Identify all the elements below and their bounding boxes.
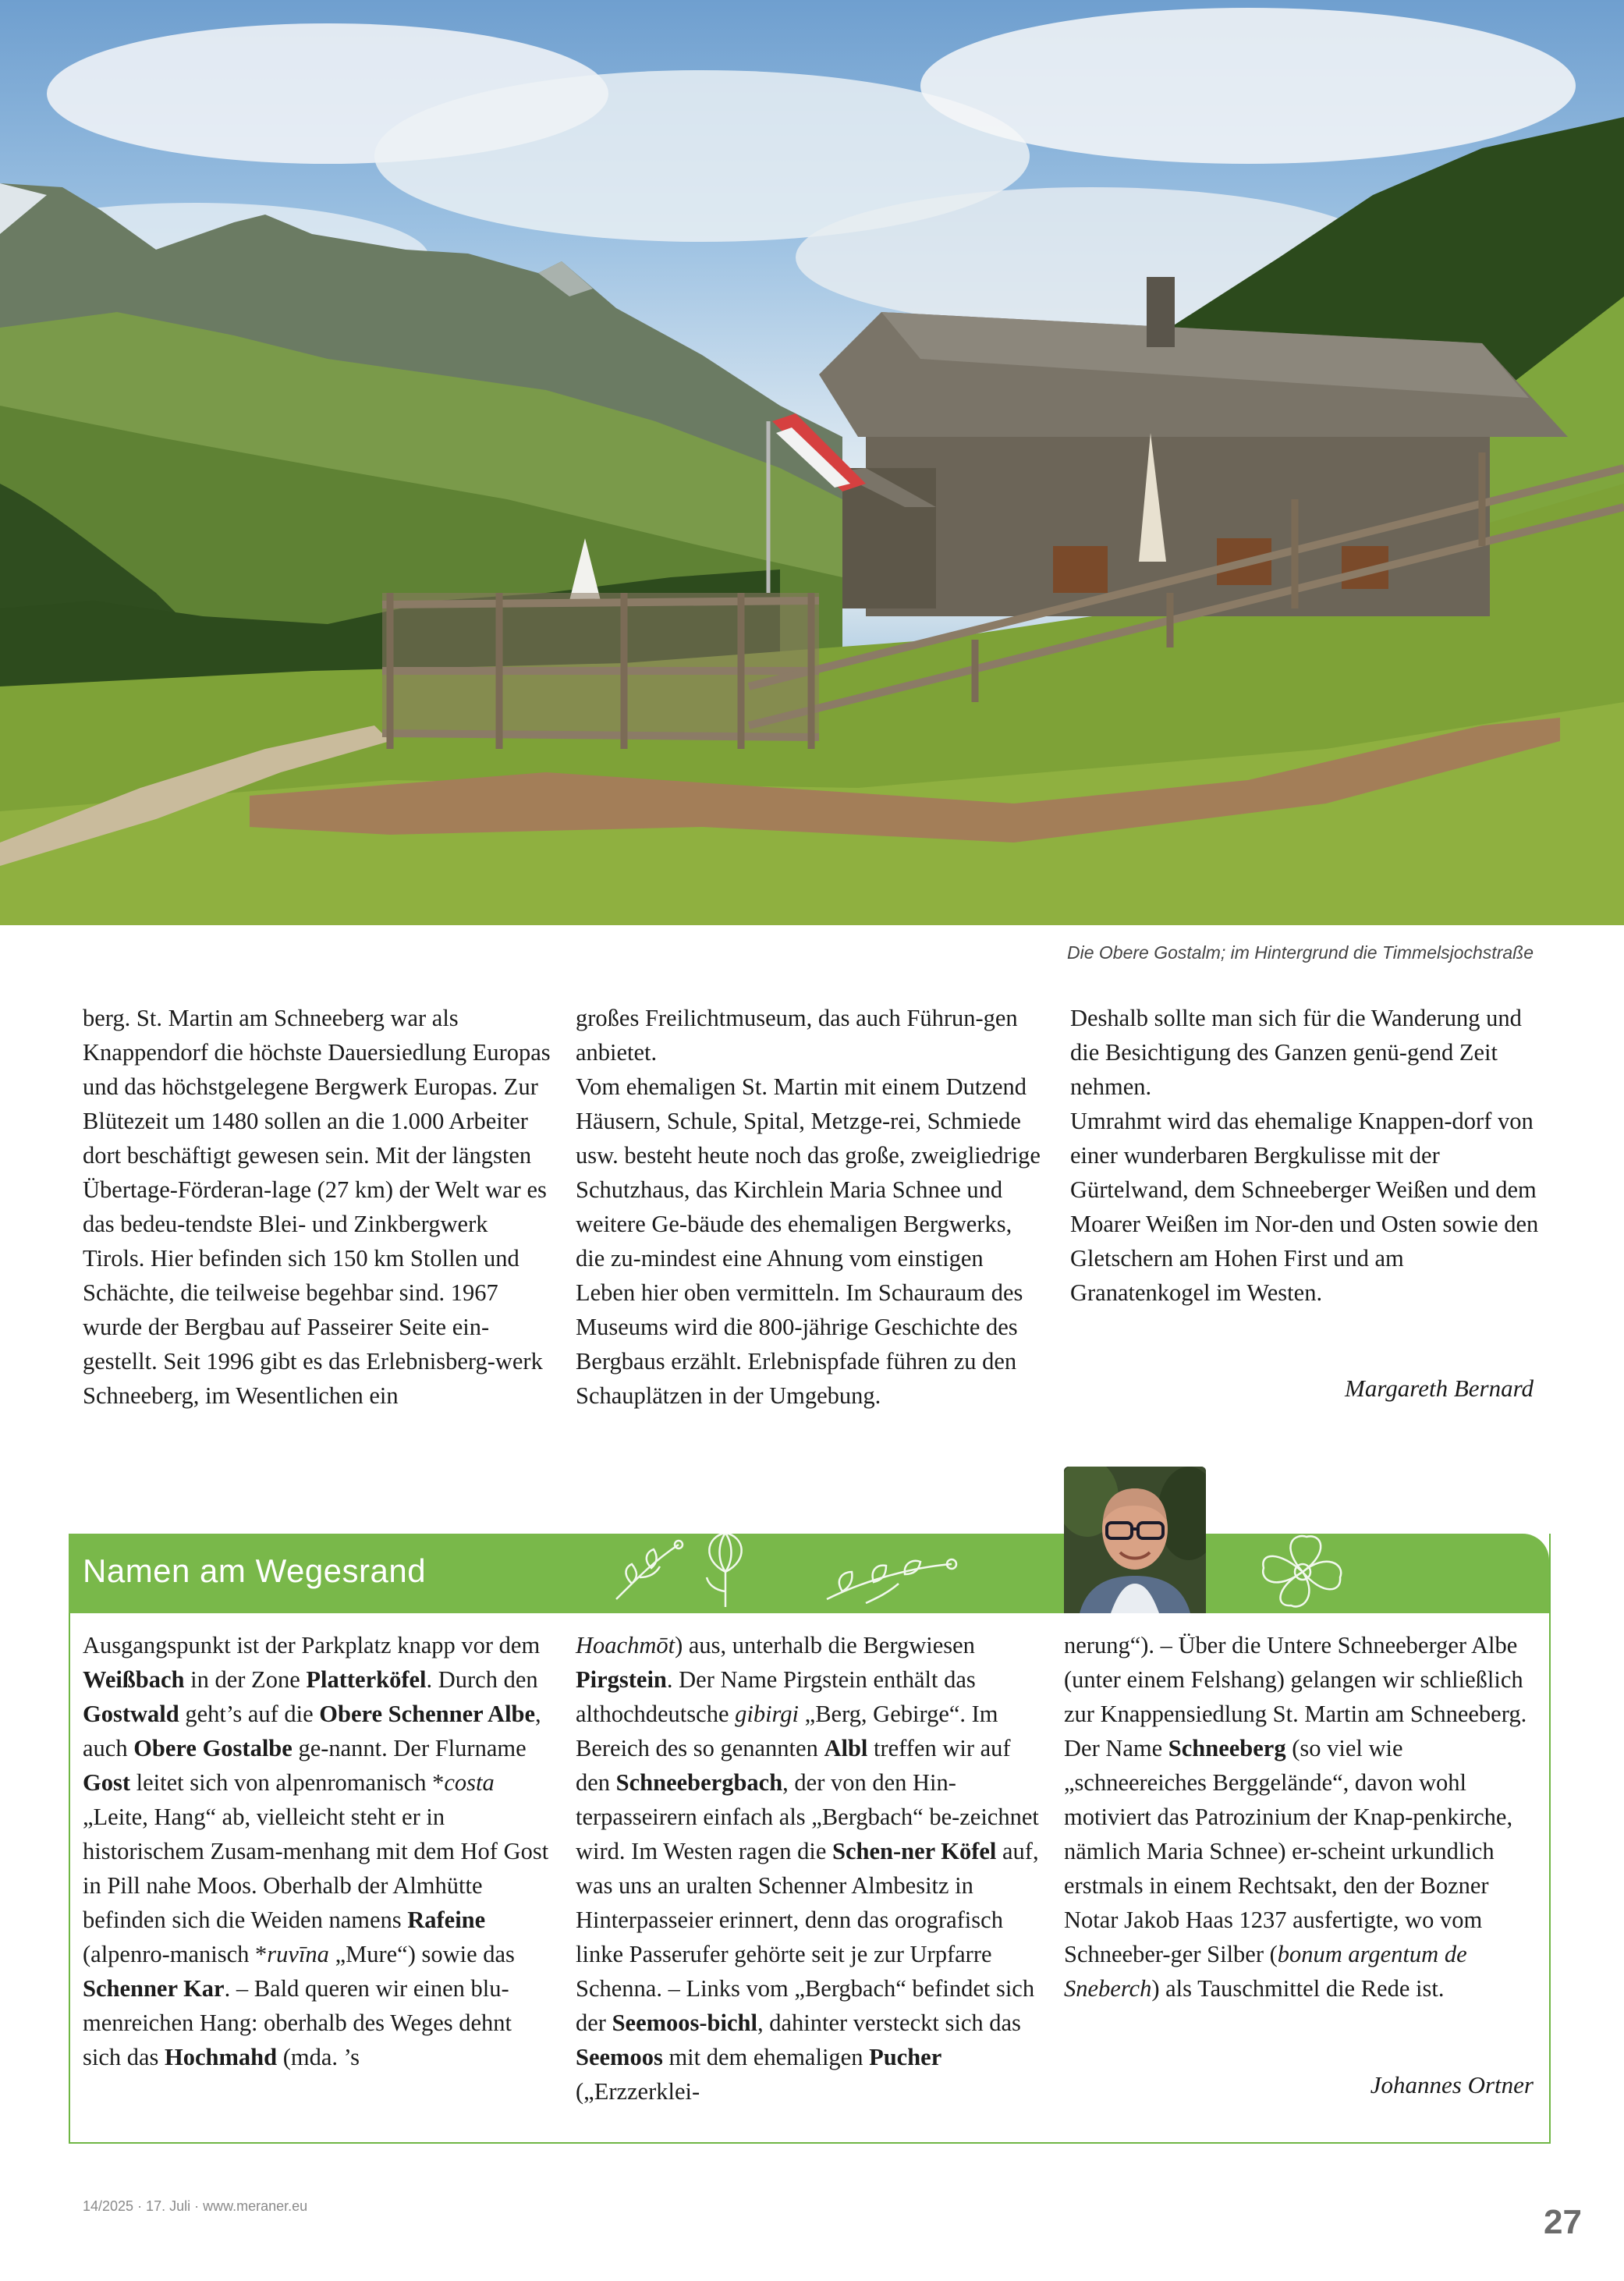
place-name: Schen-ner Köfel: [832, 1838, 997, 1864]
place-name: Albl: [824, 1735, 868, 1761]
text-run: , auch: [83, 1701, 541, 1761]
place-name: Obere Gostalbe: [133, 1735, 293, 1761]
etymon: gibirgi: [735, 1701, 800, 1727]
issue-info: 14/2025 · 17. Juli · www.meraner.eu: [83, 2198, 308, 2214]
etymon: Hoachmōt: [576, 1632, 675, 1658]
text-run: (so viel wie „schneereiches Berggelände“, davon wohl motiviert das Patrozinium der Knap-penkirche, nämlich Maria Schnee) er-scheint urkundlich erstmals in einem Rechtsakt, den der Bozner Notar Jakob Haas 1237 ausfertigte, wo vom Schneeber-ger Silber (: [1064, 1735, 1513, 1967]
photo-caption: Die Obere Gostalm; im Hintergrund die Timmelsjochstraße: [1067, 942, 1534, 963]
place-name: Hochmahd: [165, 2044, 278, 2070]
place-name: Platterköfel: [306, 1666, 427, 1693]
etymon: ruvīna: [267, 1941, 329, 1967]
names-paragraph: [1064, 1628, 1541, 2006]
portrait-illustration: [1064, 1467, 1206, 1613]
place-name: Obere Schenner Albe: [319, 1701, 536, 1727]
author-portrait: [1064, 1467, 1206, 1613]
text-run: Ausgangspunkt ist der Parkplatz knapp vor dem: [83, 1632, 541, 1658]
names-box-title: Namen am Wegesrand: [83, 1552, 427, 1589]
text-run: in der Zone: [184, 1666, 307, 1693]
text-run: ge-nannt. Der Flurname: [292, 1735, 527, 1761]
text-run: , der von den Hin-terpasseirern einfach als „Bergbach“ be-zeichnet wird. Im Westen ragen die: [576, 1769, 1039, 1864]
text-run: (alpenro-manisch *: [83, 1941, 268, 1967]
article-paragraph: Deshalb sollte man sich für die Wanderung und die Besichtigung des Ganzen genü-gend Zeit nehmen.: [1070, 1005, 1522, 1100]
text-run: , dahinter versteckt sich das: [757, 2010, 1021, 2036]
names-box-column-1: [83, 1628, 551, 2074]
text-run: „Leite, Hang“ ab, vielleicht steht er in historischem Zusam-menhang mit dem Hof Gost in Pill nahe Moos. Oberhalb der Almhütte befinden sich die Weiden namens: [83, 1804, 549, 1933]
floral-ornament-icon: [608, 1529, 1092, 1615]
box-author: Johannes Ortner: [1370, 2071, 1534, 2098]
names-box-column-3: [1064, 1628, 1541, 2006]
text-run: treffen wir auf den: [576, 1735, 1011, 1796]
text-run: ) als Tauschmittel die Rede ist.: [1151, 1975, 1445, 2002]
article-author: Margareth Bernard: [1345, 1375, 1534, 1402]
etymon: costa: [444, 1769, 495, 1796]
place-name: Rafeine: [407, 1907, 486, 1933]
names-paragraph: [83, 1628, 551, 2074]
flower-outline-icon: [1248, 1529, 1357, 1615]
page-number: 27: [1544, 2203, 1582, 2241]
place-name: Schneebergbach: [615, 1769, 783, 1796]
names-box-column-2: [576, 1628, 1044, 2109]
text-run: leitet sich von alpenromanisch *: [130, 1769, 445, 1796]
text-run: ) aus, unterhalb die Bergwiesen: [675, 1632, 975, 1658]
etymon: bonum argentum de Sneberch: [1064, 1941, 1467, 2002]
text-run: nerung“). – Über die Untere Schneeberger Albe (unter einem Felshang) gelangen wir schließlich zur Knappensiedlung St. Martin am Schneeberg. Der Name: [1064, 1632, 1527, 1761]
place-name: Schenner Kar: [83, 1975, 225, 2002]
place-name: Schneeberg: [1168, 1735, 1286, 1761]
place-name: Pucher: [869, 2044, 942, 2070]
article-paragraph: berg. St. Martin am Schneeberg war als Knappendorf die höchste Dauersiedlung Europas und das höchstgelegene Bergwerk Europas. Zur Blütezeit um 1480 sollen an die 1.000 Arbeiter dort beschäftigt gewesen sein. Mit der längsten Übertage-Förderan-lage (27 km) der Welt war es das bedeu-tendste Blei- und Zinkbergwerk Tirols. Hier befinden sich 150 km Stollen und Schächte, die teilweise begehbar sind. 1967 wurde der Bergbau auf Passeirer Seite ein-gestellt. Seit 1996 gibt es das Erlebnisberg-werk Schneeberg, im Wesentlichen ein: [83, 1005, 551, 1409]
text-run: (mda. ’s: [277, 2044, 360, 2070]
article-column-1: [83, 1001, 551, 1413]
text-run: „Mure“) sowie das: [328, 1941, 515, 1967]
place-name: Seemoos-bichl: [612, 2010, 757, 2036]
text-run: „Berg, Gebirge“. Im Bereich des so genannten: [576, 1701, 998, 1761]
place-name: Gostwald: [83, 1701, 179, 1727]
article-column-2: [576, 1001, 1044, 1413]
article-paragraph: Vom ehemaligen St. Martin mit einem Dutzend Häusern, Schule, Spital, Metzge-rei, Schmiede usw. besteht heute noch das große, zweigliedrige Schutzhaus, das Kirchlein Maria Schnee und weitere Ge-bäude des ehemaligen Bergwerks, die zu-mindest eine Ahnung vom einstigen Leben hier oben vermitteln. Im Schauraum des Museums wird die 800-jährige Geschichte des Bergbaus erzählt. Erlebnispfade führen zu den Schauplätzen in der Umgebung.: [576, 1073, 1041, 1409]
hero-photo: [0, 0, 1624, 925]
text-run: . Durch den: [426, 1666, 538, 1693]
text-run: („Erzzerklei-: [576, 2078, 700, 2105]
article-paragraph: großes Freilichtmuseum, das auch Führun-gen anbietet.: [576, 1005, 1018, 1066]
alpine-hut-illustration: [0, 0, 1624, 925]
names-paragraph: [576, 1628, 1044, 2109]
text-run: auf, was uns an uralten Schenner Almbesitz in Hinterpasseier erinnert, denn das orografisch linke Passerufer gehörte seit je zur Urpfarre Schenna. – Links vom „Bergbach“ befindet sich der: [576, 1838, 1039, 2036]
article-column-3: [1070, 1001, 1542, 1310]
text-run: mit dem ehemaligen: [662, 2044, 870, 2070]
place-name: Weißbach: [83, 1666, 185, 1693]
place-name: Pirgstein: [576, 1666, 667, 1693]
place-name: Gost: [83, 1769, 130, 1796]
text-run: geht’s auf die: [179, 1701, 320, 1727]
article-paragraph: Umrahmt wird das ehemalige Knappen-dorf von einer wunderbaren Bergkulisse mit der Gürtelwand, dem Schneeberger Weißen und dem Moarer Weißen im Nor-den und Osten sowie den Gletschern am Hohen First und am Granatenkogel im Westen.: [1070, 1108, 1539, 1306]
text-run: . – Bald queren wir einen blu-menreichen Hang: oberhalb des Weges dehnt sich das: [83, 1975, 512, 2070]
text-run: . Der Name Pirgstein enthält das althochdeutsche: [576, 1666, 976, 1727]
place-name: Seemoos: [576, 2044, 663, 2070]
